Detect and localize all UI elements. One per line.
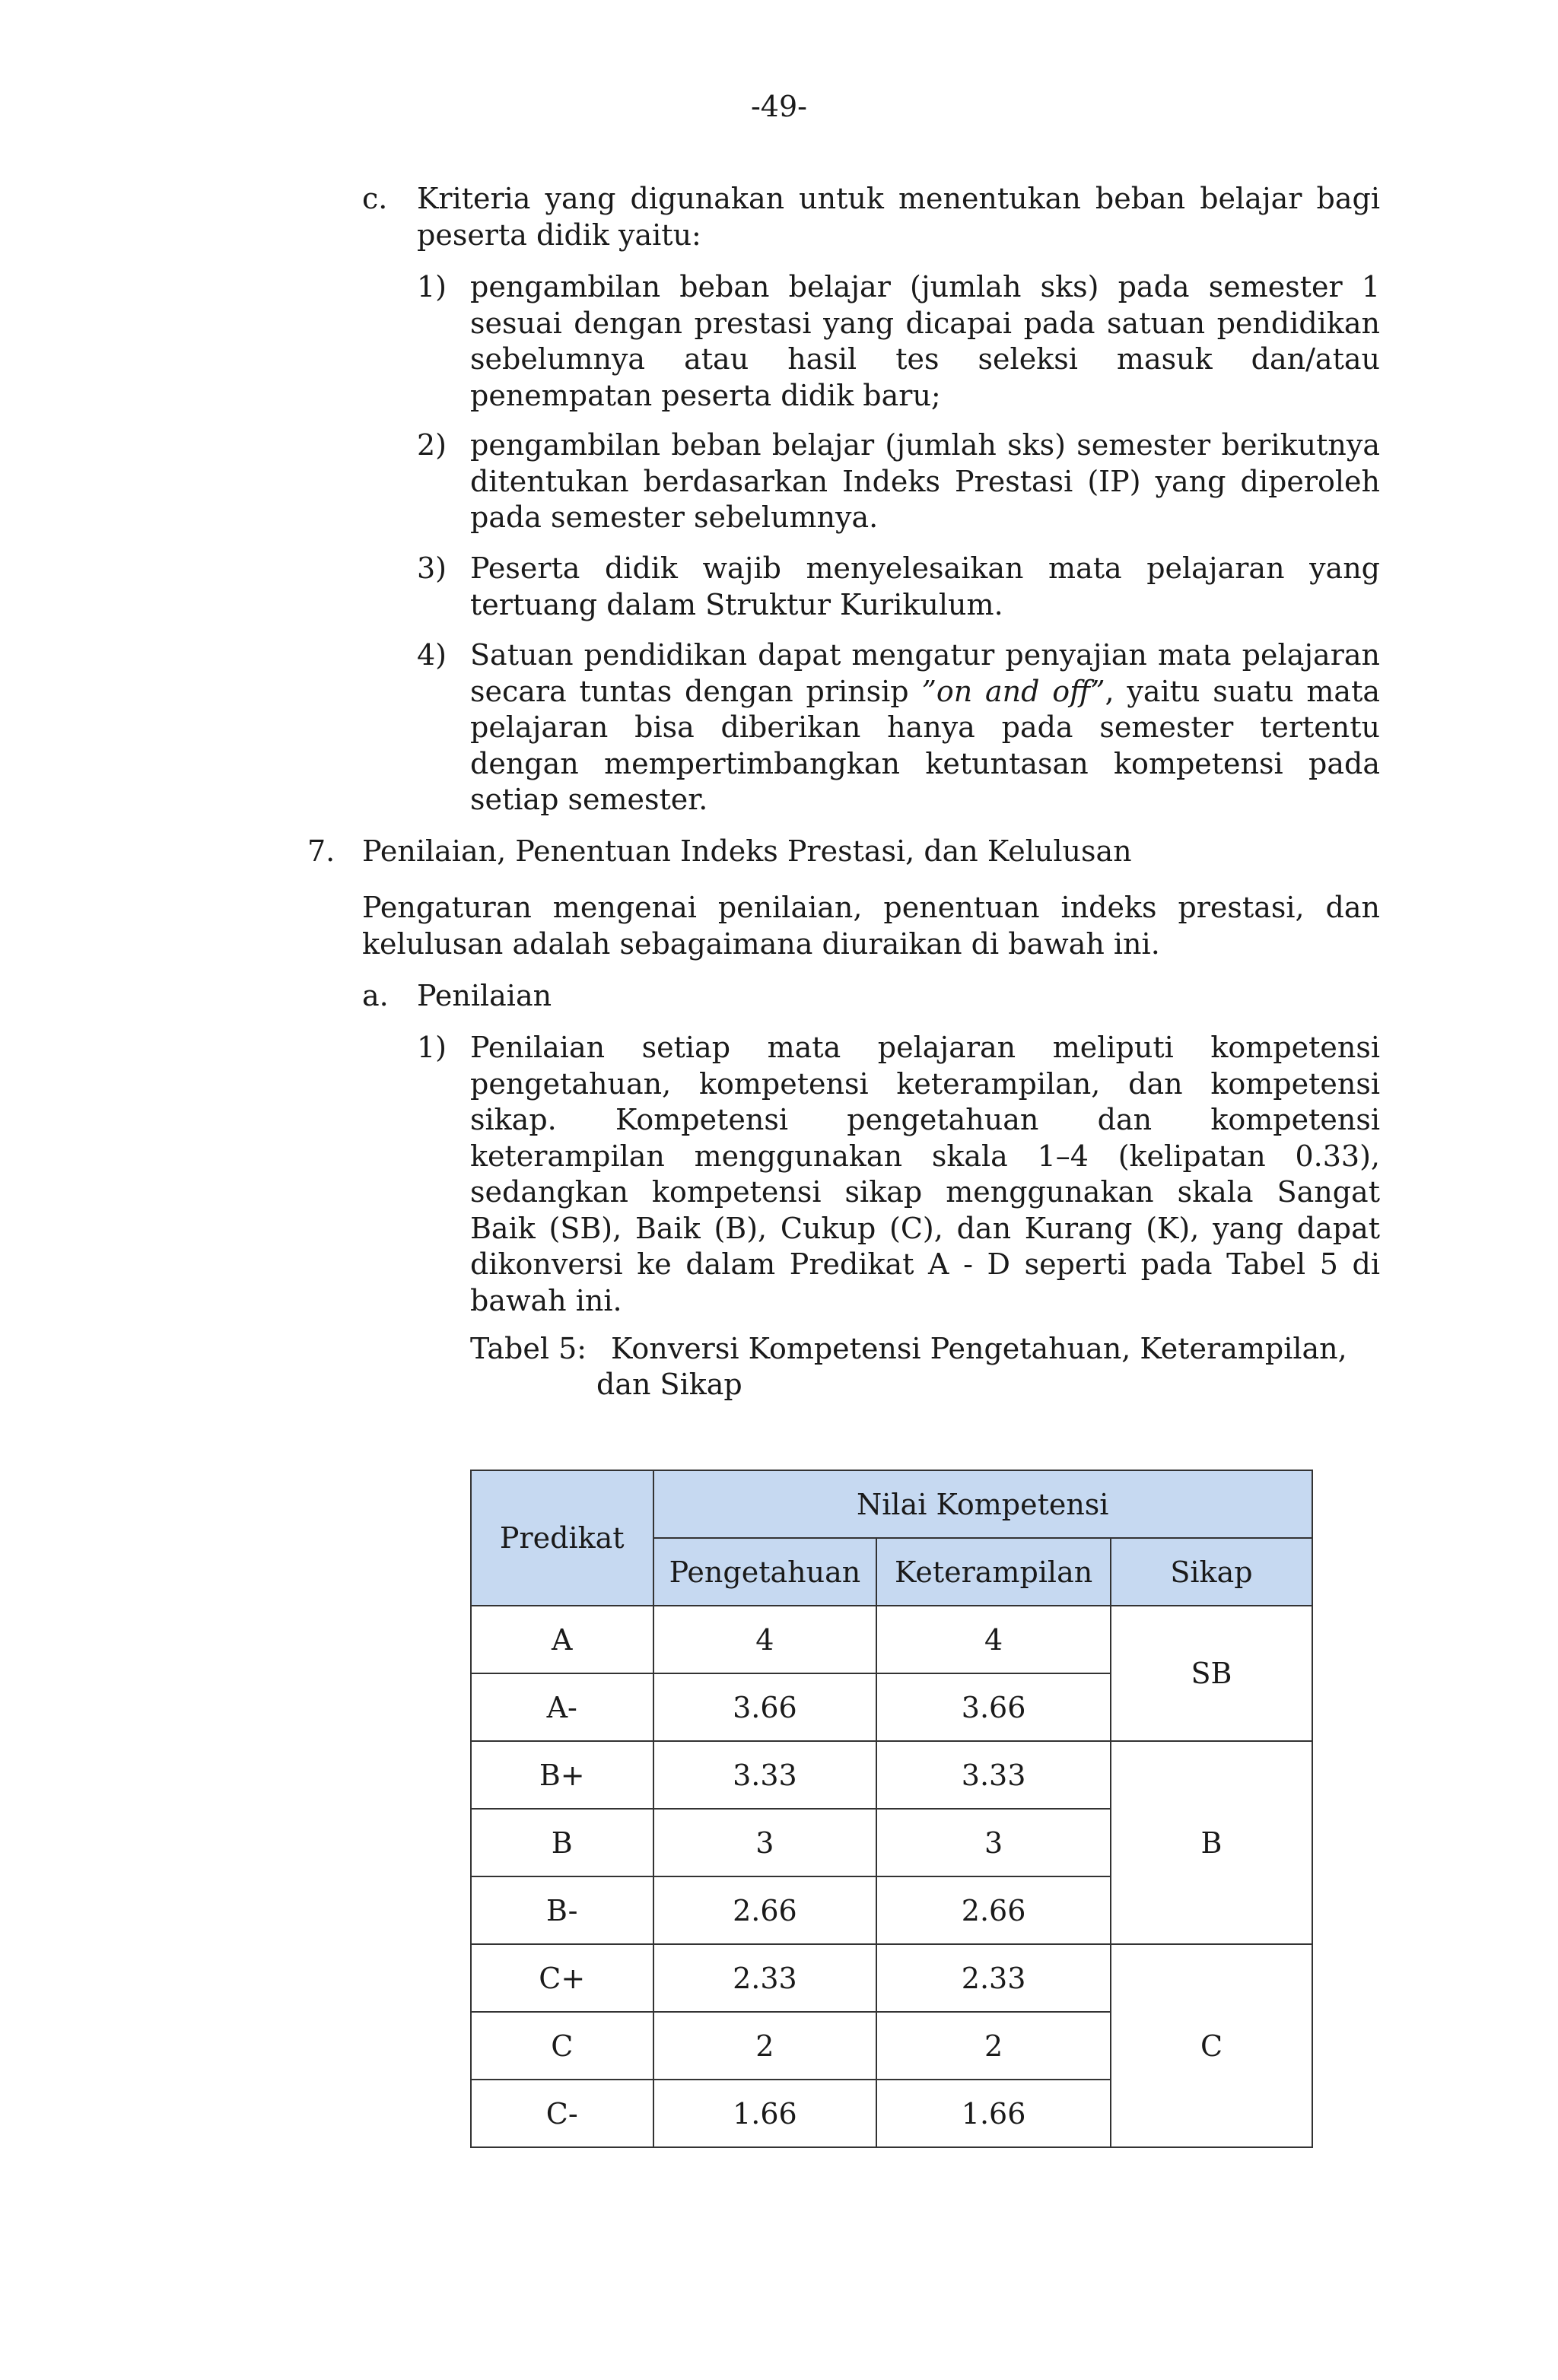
item-1-text: pengambilan beban belajar (jumlah sks) pada semester 1 sesuai dengan prestasi yang dicapai pada satuan pendidikan sebelumnya atau hasil tes seleksi masuk dan/atau penempatan peserta didik baru; (470, 270, 1380, 412)
cell-predikat: C+ (471, 1944, 653, 2012)
cell-pengetahuan: 3 (653, 1809, 877, 1876)
cell-pengetahuan: 4 (653, 1606, 877, 1673)
cell-pengetahuan: 2.33 (653, 1944, 877, 2012)
item-3-text: Peserta didik wajib menyelesaikan mata pelajaran yang tertuang dalam Struktur Kurikulum. (470, 551, 1380, 621)
header-nilai-kompetensi: Nilai Kompetensi (653, 1470, 1312, 1538)
cell-keterampilan: 3 (876, 1809, 1111, 1876)
header-pengetahuan: Pengetahuan (653, 1538, 877, 1606)
item-2-text: pengambilan beban belajar (jumlah sks) semester berikutnya ditentukan berdasarkan Indeks Prestasi (IP) yang diperoleh pada semester sebelumnya. (470, 428, 1380, 534)
cell-predikat: B+ (471, 1741, 653, 1809)
item-4-text-before: Satuan pendidikan dapat mengatur penyajian mata pelajaran secara tuntas dengan prinsip (470, 638, 1380, 708)
cell-pengetahuan: 1.66 (653, 2080, 877, 2147)
cell-pengetahuan: 2.66 (653, 1876, 877, 1944)
conversion-table (470, 1470, 1313, 2148)
sub-a-title: Penilaian (417, 979, 552, 1012)
header-keterampilan: Keterampilan (876, 1538, 1111, 1606)
section-7-intro: Pengaturan mengenai penilaian, penentuan indeks prestasi, dan kelulusan adalah sebagaimana diuraikan di bawah ini. (362, 891, 1380, 961)
table-caption-line-1: Konversi Kompetensi Pengetahuan, Keterampilan, (611, 1332, 1347, 1365)
item-2-number: 2) (417, 428, 447, 462)
table-row (471, 1944, 1312, 2012)
item-4-number: 4) (417, 638, 447, 672)
table-caption-label: Tabel 5: (470, 1332, 587, 1365)
cell-predikat: A (471, 1606, 653, 1673)
table-row (471, 1741, 1312, 1809)
table-row (471, 1606, 1312, 1673)
cell-keterampilan: 3.33 (876, 1741, 1111, 1809)
penilaian-item-1-text: Penilaian setiap mata pelajaran meliputi kompetensi pengetahuan, kompetensi keterampilan, dan kompetensi sikap. Kompetensi pengetahuan dan kompetensi keterampilan menggunakan skala 1–4 (kelipatan 0.33), sedangkan kompetensi sikap menggunakan skala Sangat Baik (SB), Baik (B), Cukup (C), dan Kurang (K), yang dapat dikonversi ke dalam Predikat A - D seperti pada Tabel 5 di bawah ini. (470, 1031, 1380, 1317)
item-4-text-after: , yaitu suatu mata pelajaran bisa diberikan hanya pada semester tertentu dengan mempertimbangkan ketuntasan kompetensi pada setiap semester. (470, 674, 1381, 816)
cell-sikap-c: C (1111, 1944, 1312, 2147)
item-1-number: 1) (417, 270, 447, 303)
cell-keterampilan: 2.33 (876, 1944, 1111, 2012)
cell-keterampilan: 2 (876, 2012, 1111, 2080)
cell-keterampilan: 1.66 (876, 2080, 1111, 2147)
table-caption-line-2: dan Sikap (596, 1368, 742, 1401)
item-4-text (470, 637, 1380, 818)
cell-pengetahuan: 3.66 (653, 1673, 877, 1741)
sub-a-marker: a. (362, 979, 389, 1012)
item-3-number: 3) (417, 551, 447, 585)
header-predikat: Predikat (471, 1470, 653, 1606)
section-7-marker: 7. (307, 834, 335, 868)
cell-keterampilan: 4 (876, 1606, 1111, 1673)
cell-sikap-sb: SB (1111, 1606, 1312, 1741)
section-7-heading: Penilaian, Penentuan Indeks Prestasi, dan Kelulusan (362, 834, 1132, 868)
cell-predikat: B- (471, 1876, 653, 1944)
section-c-marker: c. (362, 182, 388, 215)
cell-pengetahuan: 3.33 (653, 1741, 877, 1809)
cell-predikat: C (471, 2012, 653, 2080)
page-number: -49- (750, 90, 808, 123)
cell-predikat: A- (471, 1673, 653, 1741)
cell-pengetahuan: 2 (653, 2012, 877, 2080)
penilaian-item-1-number: 1) (417, 1031, 447, 1064)
header-sikap: Sikap (1111, 1538, 1312, 1606)
cell-predikat: B (471, 1809, 653, 1876)
cell-sikap-b: B (1111, 1741, 1312, 1944)
cell-keterampilan: 3.66 (876, 1673, 1111, 1741)
cell-keterampilan: 2.66 (876, 1876, 1111, 1944)
item-4-text-italic: ”on and off” (921, 674, 1105, 708)
cell-predikat: C- (471, 2080, 653, 2147)
section-c-text: Kriteria yang digunakan untuk menentukan beban belajar bagi peserta didik yaitu: (417, 182, 1380, 252)
